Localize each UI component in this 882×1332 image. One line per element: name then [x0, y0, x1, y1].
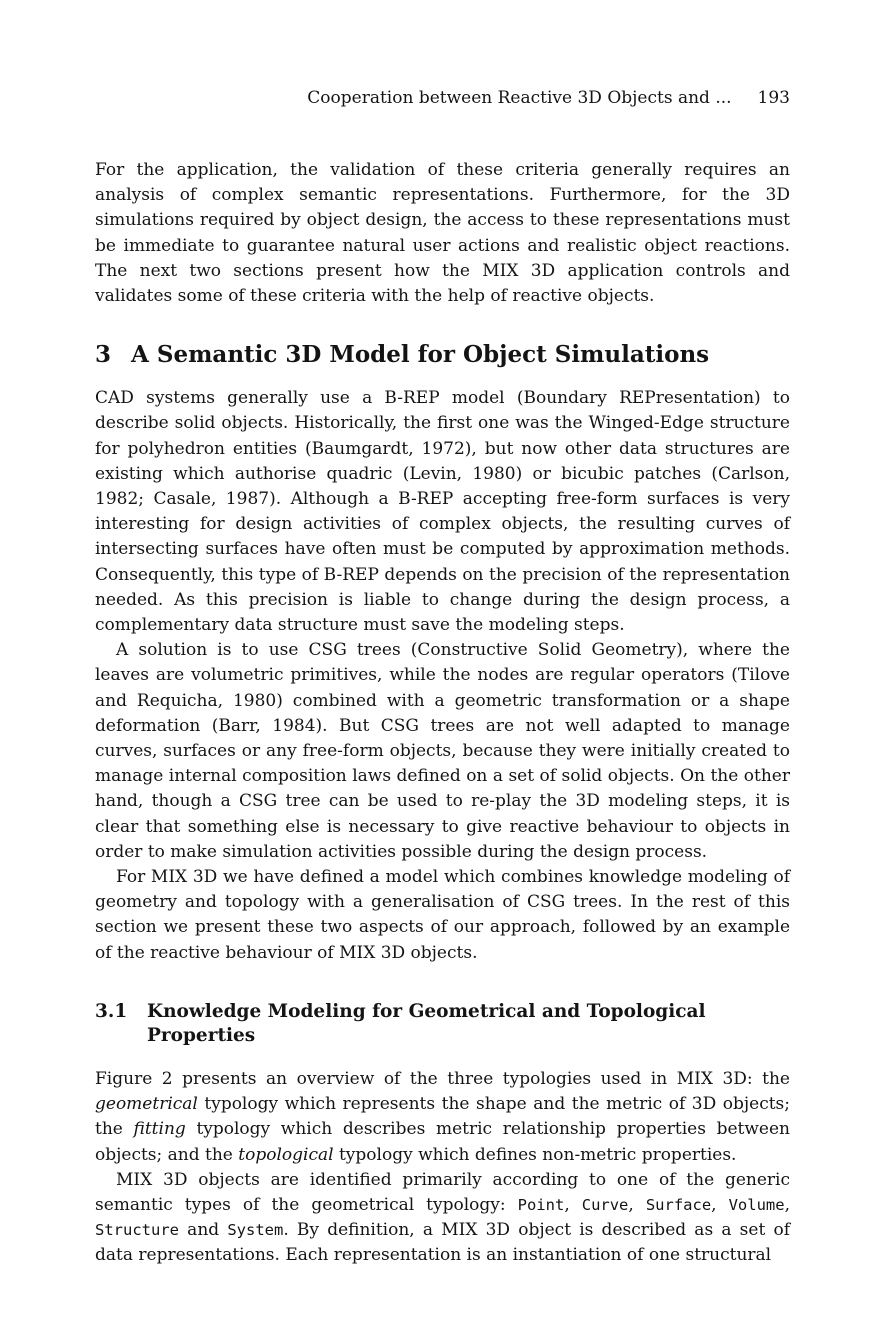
paragraph-mix3d-model: For MIX 3D we have defined a model which combines knowledge modeling of geometry and topology with a generalisation of CSG trees. In the rest of this section we present these two aspects of our approach, followed by an example of the reactive behaviour of MIX 3D objects.	[95, 867, 790, 963]
paragraph-typologies	[95, 1067, 790, 1168]
text-run: and	[179, 1220, 228, 1241]
emphasis-topological: topological	[238, 1144, 334, 1165]
emphasis-fitting: fitting	[133, 1119, 186, 1140]
type-system: System	[227, 1221, 284, 1240]
text-run: typology which defines non-metric properties.	[333, 1144, 737, 1165]
subsection-title-line2: Properties	[147, 1024, 256, 1046]
page-number: 193	[757, 88, 790, 108]
running-header	[95, 88, 790, 108]
emphasis-geometrical: geometrical	[95, 1094, 198, 1115]
type-curve: Curve	[581, 1195, 629, 1214]
text-run: Figure 2 presents an overview of the three typologies used in MIX 3D: the	[95, 1068, 790, 1089]
section-heading	[95, 341, 790, 368]
page	[95, 88, 790, 1269]
text-run: MIX 3D objects are identified primarily according to one of the generic semantic types of the geometrical typology:	[95, 1169, 790, 1215]
subsection-title-line1: Knowledge Modeling for Geometrical and Topological	[147, 1000, 706, 1022]
text-run: ,	[711, 1194, 729, 1215]
text-run: typology which represents the shape and the metric of 3D objects; the	[95, 1094, 790, 1140]
paragraph-csg: A solution is to use CSG trees (Constructive Solid Geometry), where the leaves are volumetric primitives, while the nodes are regular operators (Tilove and Requicha, 1980) combined with a geometric transformation or a shape deformation (Barr, 1984). But CSG trees are not well adapted to manage curves, surfaces or any free-form objects, because they were initially created to manage internal composition laws defined on a set of solid objects. On the other hand, though a CSG tree can be used to re-play the 3D modeling steps, it is clear that something else is necessary to give reactive behaviour to objects in order to make simulation activities possible during the design process.	[95, 640, 790, 862]
section-number: 3	[95, 341, 112, 369]
paragraph-semantic-types	[95, 1168, 790, 1269]
running-title: Cooperation between Reactive 3D Objects and ...	[307, 88, 732, 108]
type-surface: Surface	[645, 1195, 712, 1214]
text-run: . By definition, a MIX 3D object is described as a set of data representations. Each representation is an instantiation of one structural	[95, 1220, 790, 1266]
text-run: ,	[784, 1194, 790, 1215]
type-structure: Structure	[95, 1221, 179, 1240]
paragraph-brep: CAD systems generally use a B-REP model (Boundary REPresentation) to describe solid objects. Historically, the first one was the Winged-Edge structure for polyhedron entities (Baumgardt, 1972), but now other data structures are existing which authorise quadric (Levin, 1980) or bicubic patches (Carlson, 1982; Casale, 1987). Although a B-REP accepting free-form surfaces is very interesting for design activities of complex objects, the resulting curves of intersecting surfaces have often must be computed by approximation methods. Consequently, this type of B-REP depends on the precision of the representation needed. As this precision is liable to change during the design process, a complementary data structure must save the modeling steps.	[95, 388, 790, 636]
subsection-number: 3.1	[95, 1000, 128, 1022]
text-run: typology which describes metric relationship properties between objects; and the	[95, 1119, 790, 1165]
text-run: ,	[564, 1194, 582, 1215]
type-volume: Volume	[728, 1195, 785, 1214]
paragraph-intro: For the application, the validation of these criteria generally requires an analysis of complex semantic representations. Furthermore, for the 3D simulations required by object design, the access to these representations must be immediate to guarantee natural user actions and realistic object reactions. The next two sections present how the MIX 3D application controls and validates some of these criteria with the help of reactive objects.	[95, 160, 790, 307]
section-title: A Semantic 3D Model for Object Simulations	[131, 341, 710, 369]
subsection-heading	[95, 1000, 790, 1048]
subsection-title	[147, 1000, 706, 1048]
type-point: Point	[517, 1195, 565, 1214]
text-run: ,	[628, 1194, 646, 1215]
